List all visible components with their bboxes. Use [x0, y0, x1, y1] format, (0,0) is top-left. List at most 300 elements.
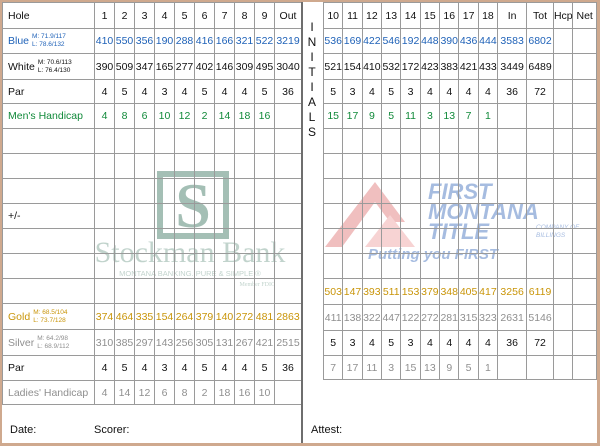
score-cell[interactable] [195, 129, 215, 154]
initials-letter: I [310, 20, 314, 34]
score-cell[interactable] [135, 279, 155, 304]
score-cell[interactable] [135, 179, 155, 204]
score-cell[interactable] [343, 254, 362, 279]
ladies-handicap-row [324, 356, 597, 380]
score-cell[interactable] [362, 229, 381, 254]
score-cell[interactable] [382, 254, 401, 279]
hole-number: 2 [115, 3, 135, 29]
yardage-cell: 421 [459, 54, 478, 80]
score-cell[interactable] [155, 179, 175, 204]
par-cell: 4 [478, 80, 497, 104]
yardage-cell: 379 [195, 304, 215, 330]
score-cell[interactable] [115, 229, 135, 254]
score-cell[interactable] [478, 204, 497, 229]
score-cell[interactable] [420, 129, 439, 154]
silver-tee-label: Silver M: 64.2/98 L: 68.9/112 [3, 330, 95, 356]
score-name-cell[interactable] [3, 129, 95, 154]
hole-number: 5 [175, 3, 195, 29]
handicap-cell: 17 [343, 356, 362, 380]
score-cell[interactable] [195, 254, 215, 279]
score-cell[interactable] [478, 229, 497, 254]
yardage-cell [553, 305, 572, 331]
handicap-cell: 1 [478, 356, 497, 380]
score-cell[interactable] [343, 229, 362, 254]
handicap-cell [275, 381, 302, 405]
score-cell[interactable] [382, 229, 401, 254]
yardage-cell: 385 [115, 330, 135, 356]
score-cell[interactable] [155, 204, 175, 229]
out-label: Out [275, 3, 302, 29]
score-cell[interactable] [478, 179, 497, 204]
score-cell[interactable] [175, 229, 195, 254]
par-cell: 4 [215, 356, 235, 381]
handicap-cell: 16 [255, 104, 275, 129]
score-cell[interactable] [420, 254, 439, 279]
score-cell[interactable] [255, 154, 275, 179]
score-cell[interactable] [215, 154, 235, 179]
score-cell[interactable] [553, 154, 572, 179]
score-cell[interactable] [324, 204, 343, 229]
handicap-cell [573, 104, 597, 129]
score-cell[interactable] [255, 129, 275, 154]
score-cell[interactable] [459, 129, 478, 154]
hole-number: In [498, 3, 527, 29]
gold-tee-label: Gold M: 68.5/104 L: 73.7/128 [3, 304, 95, 330]
score-cell[interactable] [195, 154, 215, 179]
score-cell[interactable] [420, 179, 439, 204]
handicap-cell: 18 [235, 104, 255, 129]
score-cell[interactable] [95, 129, 115, 154]
score-cell[interactable] [459, 254, 478, 279]
yardage-cell: 383 [440, 54, 459, 80]
yardage-cell: 503 [324, 279, 343, 305]
score-cell[interactable] [573, 254, 597, 279]
score-cell[interactable] [440, 204, 459, 229]
score-cell[interactable] [235, 154, 255, 179]
score-cell[interactable] [498, 229, 527, 254]
par-cell: 3 [343, 80, 362, 104]
yardage-total-cell: 2863 [275, 304, 302, 330]
score-cell[interactable] [175, 179, 195, 204]
yardage-cell: 3449 [498, 54, 527, 80]
yardage-cell: 405 [459, 279, 478, 305]
score-cell[interactable] [382, 204, 401, 229]
initials-letter: N [307, 35, 317, 49]
score-cell[interactable] [440, 254, 459, 279]
par-cell: 4 [95, 356, 115, 381]
yardage-cell: 321 [235, 29, 255, 54]
yardage-cell [553, 29, 572, 54]
score-row [3, 279, 302, 304]
score-cell[interactable] [527, 229, 554, 254]
score-cell[interactable] [498, 179, 527, 204]
score-cell[interactable] [478, 154, 497, 179]
hole-number: Tot [527, 3, 554, 29]
yardage-cell: 464 [115, 304, 135, 330]
handicap-cell: 1 [478, 104, 497, 129]
yardage-cell: 143 [155, 330, 175, 356]
score-cell[interactable] [135, 129, 155, 154]
yardage-cell: 154 [343, 54, 362, 80]
handicap-cell: 14 [115, 381, 135, 405]
yardage-cell: 423 [420, 54, 439, 80]
score-cell[interactable] [498, 129, 527, 154]
score-row [3, 229, 302, 254]
score-cell[interactable] [440, 129, 459, 154]
par-cell: 3 [343, 331, 362, 356]
score-cell[interactable] [95, 179, 115, 204]
hole-number: 18 [478, 3, 497, 29]
handicap-cell: 8 [175, 381, 195, 405]
score-cell[interactable] [498, 204, 527, 229]
score-cell[interactable] [135, 229, 155, 254]
yardage-cell: 267 [235, 330, 255, 356]
yardage-cell: 521 [324, 54, 343, 80]
mens-handicap-row [324, 104, 597, 129]
score-cell[interactable] [235, 229, 255, 254]
initials-letter: L [308, 110, 316, 124]
score-cell[interactable] [135, 204, 155, 229]
score-cell[interactable] [235, 179, 255, 204]
score-cell[interactable] [135, 154, 155, 179]
stockman-bank-fdic: Member FDIC [239, 282, 275, 288]
score-cell[interactable] [175, 154, 195, 179]
par-cell: 4 [362, 80, 381, 104]
yardage-cell: 436 [459, 29, 478, 54]
yardage-cell: 309 [235, 54, 255, 80]
score-cell[interactable] [235, 254, 255, 279]
score-cell[interactable] [255, 279, 275, 304]
hole-number: 4 [155, 3, 175, 29]
score-cell[interactable] [401, 179, 420, 204]
score-cell[interactable] [324, 154, 343, 179]
score-cell[interactable] [527, 179, 554, 204]
header-row [324, 3, 597, 29]
score-name-cell[interactable] [3, 179, 95, 204]
yardage-cell: 3583 [498, 29, 527, 54]
hole-number: 15 [420, 3, 439, 29]
white-tee-label: White M: 70.6/113 L: 76.4/130 [3, 54, 95, 80]
score-cell[interactable] [255, 229, 275, 254]
score-cell[interactable] [235, 129, 255, 154]
score-cell[interactable] [175, 204, 195, 229]
score-cell[interactable] [343, 179, 362, 204]
yardage-cell: 5146 [527, 305, 554, 331]
score-cell[interactable] [420, 154, 439, 179]
score-cell[interactable] [195, 204, 215, 229]
handicap-cell [573, 356, 597, 380]
fmt-montana: MONTANA [428, 199, 539, 224]
handicap-cell: 4 [95, 104, 115, 129]
yardage-cell [553, 54, 572, 80]
score-cell[interactable] [459, 229, 478, 254]
handicap-cell: 11 [401, 104, 420, 129]
yardage-cell: 147 [343, 279, 362, 305]
score-cell[interactable] [255, 179, 275, 204]
handicap-cell: 3 [420, 104, 439, 129]
score-cell[interactable] [155, 129, 175, 154]
score-cell[interactable] [553, 229, 572, 254]
par-cell: 72 [527, 331, 554, 356]
yardage-cell: 356 [135, 29, 155, 54]
score-cell[interactable] [275, 279, 302, 304]
yardage-cell: 522 [255, 29, 275, 54]
score-name-cell[interactable] [3, 154, 95, 179]
fmt-slogan: Putting you FIRST [368, 246, 498, 263]
fmt-first: FIRST [428, 179, 492, 204]
par-cell: 5 [115, 80, 135, 104]
handicap-cell: 15 [401, 356, 420, 380]
par-cell [573, 80, 597, 104]
yardage-cell: 374 [95, 304, 115, 330]
score-cell[interactable] [553, 179, 572, 204]
header-row [3, 3, 302, 29]
par-cell: 4 [478, 331, 497, 356]
score-cell[interactable] [95, 279, 115, 304]
hole-number: 12 [362, 3, 381, 29]
score-cell[interactable] [195, 179, 215, 204]
score-cell[interactable] [95, 229, 115, 254]
score-cell[interactable] [324, 179, 343, 204]
score-cell[interactable] [382, 154, 401, 179]
par-cell: 4 [175, 80, 195, 104]
par-total-cell: 36 [275, 80, 302, 104]
stockman-bank-name: Stockman Bank [94, 236, 286, 269]
white-tee-row [3, 54, 302, 80]
score-row [324, 204, 597, 229]
initials-letter: I [310, 80, 314, 94]
score-cell[interactable] [275, 229, 302, 254]
par-cell: 4 [235, 80, 255, 104]
score-cell[interactable] [401, 229, 420, 254]
score-cell[interactable] [275, 254, 302, 279]
score-cell[interactable] [553, 254, 572, 279]
score-cell[interactable] [440, 229, 459, 254]
score-cell[interactable] [420, 229, 439, 254]
score-cell[interactable] [459, 179, 478, 204]
score-cell[interactable] [275, 154, 302, 179]
score-cell[interactable] [324, 254, 343, 279]
yardage-cell: 272 [235, 304, 255, 330]
yardage-cell: 154 [155, 304, 175, 330]
score-cell[interactable] [459, 204, 478, 229]
score-cell[interactable] [215, 179, 235, 204]
par-label: Par [3, 80, 95, 104]
score-cell[interactable] [498, 254, 527, 279]
score-cell[interactable] [440, 154, 459, 179]
par-cell: 3 [155, 80, 175, 104]
score-row [3, 129, 302, 154]
score-cell[interactable] [324, 129, 343, 154]
hole-number: 13 [382, 3, 401, 29]
score-cell[interactable] [324, 229, 343, 254]
score-cell[interactable] [215, 229, 235, 254]
handicap-cell: 7 [324, 356, 343, 380]
yardage-cell: 417 [478, 279, 497, 305]
plus-minus-row [3, 204, 302, 229]
handicap-cell [527, 104, 554, 129]
score-cell[interactable] [155, 229, 175, 254]
score-cell[interactable] [115, 154, 135, 179]
score-cell[interactable] [401, 254, 420, 279]
score-cell[interactable] [362, 129, 381, 154]
score-cell[interactable] [95, 254, 115, 279]
score-cell[interactable] [255, 254, 275, 279]
score-cell[interactable] [527, 204, 554, 229]
score-cell[interactable] [553, 204, 572, 229]
par-label: Par [3, 356, 95, 381]
score-cell[interactable] [215, 279, 235, 304]
score-cell[interactable] [115, 179, 135, 204]
score-cell[interactable] [478, 129, 497, 154]
handicap-cell: 6 [155, 381, 175, 405]
par-cell: 4 [440, 331, 459, 356]
score-cell[interactable] [275, 129, 302, 154]
score-cell[interactable] [362, 254, 381, 279]
yardage-total-cell: 2515 [275, 330, 302, 356]
ladies-handicap-label: Ladies' Handicap [3, 381, 95, 405]
initials-label [307, 20, 317, 140]
stockman-bank-tagline: MONTANA BANKING. PURE & SIMPLE.® [119, 269, 261, 278]
initials-letter: T [308, 65, 316, 79]
yardage-cell: 495 [255, 54, 275, 80]
score-cell[interactable] [553, 129, 572, 154]
score-cell[interactable] [215, 129, 235, 154]
score-cell[interactable] [573, 229, 597, 254]
hole-number: 14 [401, 3, 420, 29]
score-cell[interactable] [175, 129, 195, 154]
score-row [324, 179, 597, 204]
score-cell[interactable] [382, 129, 401, 154]
score-cell[interactable] [215, 204, 235, 229]
score-name-cell[interactable] [3, 279, 95, 304]
score-cell[interactable] [115, 254, 135, 279]
score-cell[interactable] [343, 204, 362, 229]
score-cell[interactable] [275, 204, 302, 229]
yardage-cell: 390 [95, 54, 115, 80]
score-cell[interactable] [382, 179, 401, 204]
score-cell[interactable] [573, 154, 597, 179]
score-cell[interactable] [362, 154, 381, 179]
score-cell[interactable] [195, 279, 215, 304]
yardage-cell: 410 [362, 54, 381, 80]
score-cell[interactable] [420, 204, 439, 229]
score-cell[interactable] [459, 154, 478, 179]
yardage-cell: 6802 [527, 29, 554, 54]
score-cell[interactable] [255, 204, 275, 229]
front-nine-table [2, 2, 302, 405]
score-cell[interactable] [175, 279, 195, 304]
blue-tee-row [3, 29, 302, 54]
score-cell[interactable] [135, 254, 155, 279]
handicap-cell [498, 104, 527, 129]
score-cell[interactable] [195, 229, 215, 254]
mens-handicap-row [3, 104, 302, 129]
score-cell[interactable] [155, 279, 175, 304]
score-row [3, 179, 302, 204]
yardage-cell: 379 [420, 279, 439, 305]
par-cell: 4 [135, 80, 155, 104]
yardage-cell: 444 [478, 29, 497, 54]
score-cell[interactable] [115, 279, 135, 304]
score-cell[interactable] [115, 129, 135, 154]
score-cell[interactable] [235, 279, 255, 304]
par-cell [553, 331, 572, 356]
score-cell[interactable] [175, 254, 195, 279]
score-cell[interactable] [275, 179, 302, 204]
yardage-cell: 305 [195, 330, 215, 356]
score-name-cell[interactable] [3, 229, 95, 254]
score-cell[interactable] [155, 154, 175, 179]
par-cell: 5 [382, 80, 401, 104]
yardage-cell: 481 [255, 304, 275, 330]
yardage-cell: 281 [440, 305, 459, 331]
score-cell[interactable] [478, 254, 497, 279]
score-cell[interactable] [155, 254, 175, 279]
yardage-cell: 422 [362, 29, 381, 54]
yardage-cell: 2631 [498, 305, 527, 331]
score-cell[interactable] [401, 129, 420, 154]
hole-number: 1 [95, 3, 115, 29]
score-cell[interactable] [440, 179, 459, 204]
yardage-cell: 411 [324, 305, 343, 331]
score-cell[interactable] [401, 204, 420, 229]
par-cell: 3 [401, 331, 420, 356]
score-cell[interactable] [527, 129, 554, 154]
score-cell[interactable] [343, 154, 362, 179]
par-cell: 3 [401, 80, 420, 104]
score-cell[interactable] [498, 154, 527, 179]
score-cell[interactable] [573, 204, 597, 229]
score-cell[interactable] [573, 129, 597, 154]
score-cell[interactable] [95, 204, 115, 229]
par-cell: 5 [195, 80, 215, 104]
hole-number: 17 [459, 3, 478, 29]
score-name-cell[interactable] [3, 254, 95, 279]
score-row [324, 129, 597, 154]
ladies-handicap-row [3, 381, 302, 405]
score-cell[interactable] [235, 204, 255, 229]
score-cell[interactable] [362, 204, 381, 229]
handicap-cell: 9 [440, 356, 459, 380]
score-cell[interactable] [343, 129, 362, 154]
blue-tee-row [324, 29, 597, 54]
score-cell[interactable] [215, 254, 235, 279]
fmt-title: TITLE [428, 219, 490, 244]
footer [2, 417, 597, 443]
score-cell[interactable] [362, 179, 381, 204]
yardage-cell: 131 [215, 330, 235, 356]
par-cell [573, 331, 597, 356]
gold-tee-row [3, 304, 302, 330]
par-cell: 4 [175, 356, 195, 381]
hole-number: 3 [135, 3, 155, 29]
score-cell[interactable] [573, 179, 597, 204]
score-cell[interactable] [527, 154, 554, 179]
handicap-cell: 15 [324, 104, 343, 129]
par-cell: 4 [459, 331, 478, 356]
yardage-cell: 172 [401, 54, 420, 80]
handicap-cell [527, 356, 554, 380]
score-cell[interactable] [527, 254, 554, 279]
yardage-cell: 390 [440, 29, 459, 54]
yardage-cell: 272 [420, 305, 439, 331]
score-cell[interactable] [401, 154, 420, 179]
score-cell[interactable] [115, 204, 135, 229]
yardage-cell: 192 [401, 29, 420, 54]
gold-tee-row [324, 279, 597, 305]
score-cell[interactable] [95, 154, 115, 179]
